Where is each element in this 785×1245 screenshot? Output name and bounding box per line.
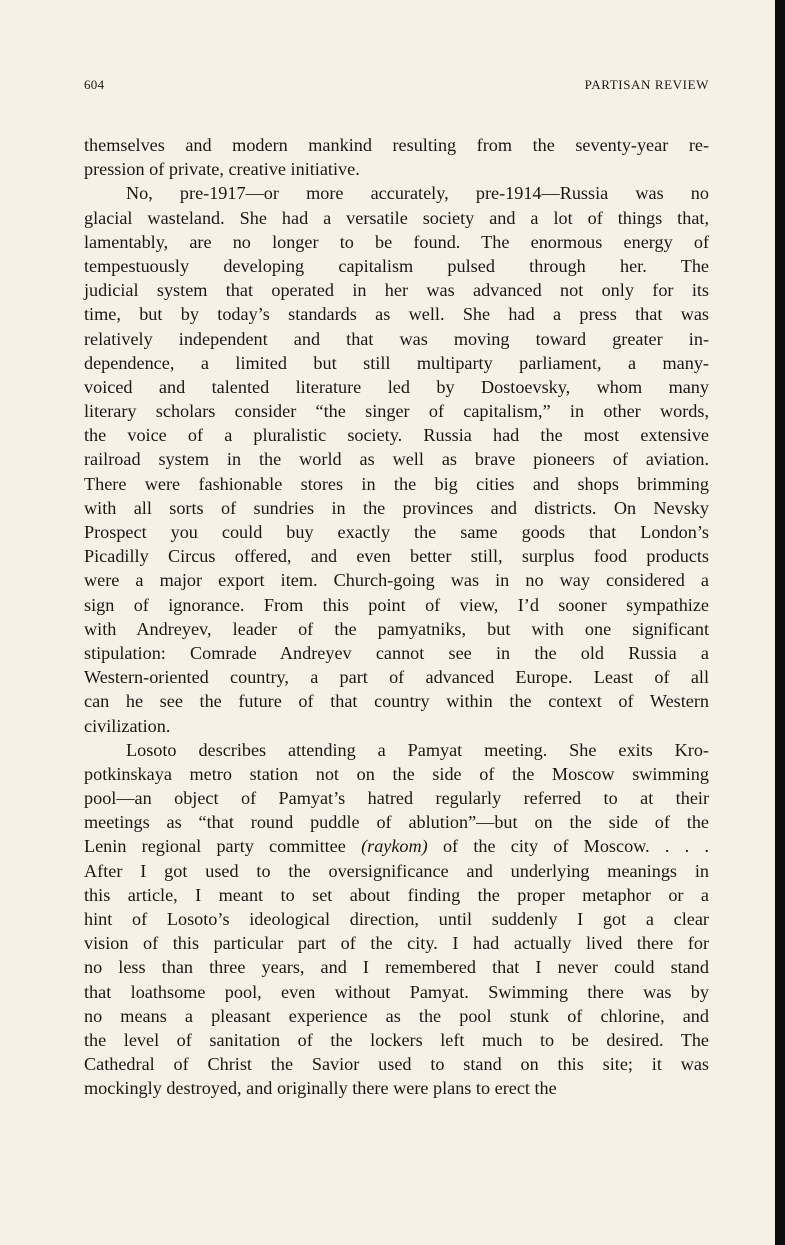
text-line: hint of Losoto’s ideological direction, until suddenly I got a clear (84, 909, 709, 929)
italic-term: (raykom) (361, 836, 428, 857)
running-head (84, 77, 709, 97)
paragraph (84, 738, 709, 1101)
text-line: no less than three years, and I remembered that I never could stand (84, 957, 709, 978)
text-line: Picadilly Circus offered, and even better still, surplus food products (84, 546, 709, 567)
text-line: relatively independent and that was moving toward greater in- (84, 328, 709, 349)
text-line: Cathedral of Christ the Savior used to stand on this site; it was (84, 1054, 709, 1075)
text-line: pool—an object of Pamyat’s hatred regularly referred to at their (84, 788, 709, 809)
text-line: with Andreyev, leader of the pamyatniks, but with one significant (84, 618, 709, 639)
text-line: There were fashionable stores in the big cities and shops brimming (84, 473, 709, 494)
text-line: After I got used to the oversignificance and underlying meanings in (84, 860, 709, 881)
text-line: lamentably, are no longer to be found. The enormous energy of (84, 231, 709, 252)
paragraph (84, 133, 709, 181)
text-line: Prospect you could buy exactly the same goods that London’s (84, 522, 709, 542)
text-line: judicial system that operated in her was advanced not only for its (84, 280, 709, 301)
text-line: mockingly destroyed, and originally there were plans to erect the (84, 1078, 557, 1099)
text-line: this article, I meant to set about finding the proper metaphor or a (84, 884, 709, 905)
text-line: glacial wasteland. She had a versatile society and a lot of things that, (84, 207, 709, 228)
text-line: no means a pleasant experience as the pool stunk of chlorine, and (84, 1005, 709, 1026)
text-line: themselves and modern mankind resulting from the seventy-year re- (84, 135, 709, 155)
text-line: railroad system in the world as well as brave pioneers of aviation. (84, 449, 709, 470)
text-line: No, pre-1917—or more accurately, pre-1914—Russia was no (126, 183, 709, 204)
text-line: sign of ignorance. From this point of view, I’d sooner sympathize (84, 594, 709, 615)
text-line: pression of private, creative initiative. (84, 159, 360, 180)
article-body (84, 133, 709, 1101)
page-number: 604 (84, 77, 105, 92)
text-line: can he see the future of that country within the context of Western (84, 691, 709, 712)
text-line: were a major export item. Church-going was in no way considered a (84, 570, 709, 591)
text-line: literary scholars consider “the singer of capitalism,” in other words, (84, 401, 709, 422)
journal-title: PARTISAN REVIEW (584, 77, 709, 92)
text-line: dependence, a limited but still multiparty parliament, a many- (84, 352, 709, 373)
text-line: the level of sanitation of the lockers left much to be desired. The (84, 1029, 709, 1050)
text-line: stipulation: Comrade Andreyev cannot see in the old Russia a (84, 642, 709, 663)
text-line: civilization. (84, 715, 171, 736)
text-line: Lenin regional party committee (raykom) of the city of Moscow. . . . (84, 836, 709, 857)
paragraph (84, 181, 709, 737)
text-line: time, but by today’s standards as well. She had a press that was (84, 304, 709, 325)
text-line: vision of this particular part of the city. I had actually lived there for (84, 933, 709, 954)
page-binding-edge (775, 0, 785, 1245)
text-line: voiced and talented literature led by Dostoevsky, whom many (84, 376, 709, 397)
text-line: meetings as “that round puddle of ablution”—but on the side of the (84, 812, 709, 833)
text-line: with all sorts of sundries in the provinces and districts. On Nevsky (84, 497, 709, 518)
text-line: potkinskaya metro station not on the side of the Moscow swimming (84, 763, 709, 784)
text-line: the voice of a pluralistic society. Russia had the most extensive (84, 425, 709, 446)
text-line: Losoto describes attending a Pamyat meeting. She exits Kro- (126, 739, 709, 760)
text-line: tempestuously developing capitalism pulsed through her. The (84, 255, 709, 276)
text-line: Western-oriented country, a part of advanced Europe. Least of all (84, 667, 709, 688)
text-line: that loathsome pool, even without Pamyat. Swimming there was by (84, 981, 709, 1002)
